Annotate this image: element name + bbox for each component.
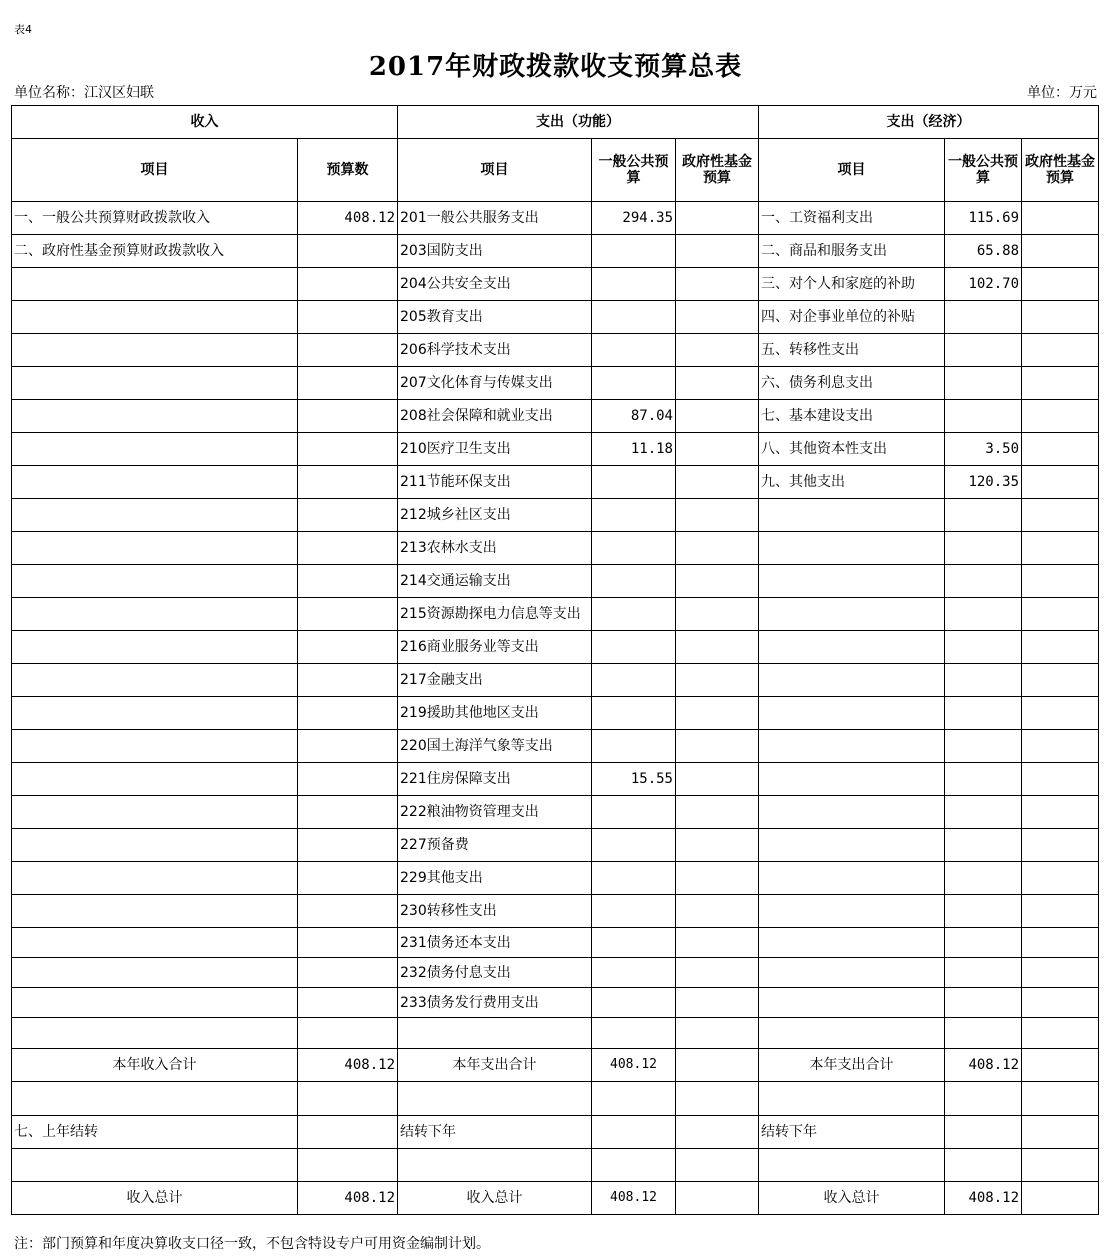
ec-item — [759, 763, 945, 796]
ec-general-value: 115.69 — [945, 202, 1022, 235]
ec-general-value — [945, 664, 1022, 697]
ec-item — [759, 631, 945, 664]
ec-item — [759, 598, 945, 631]
table-row — [12, 466, 1099, 499]
header-ec-general: 一般公共预算 — [945, 139, 1022, 202]
table-code: 表4 — [14, 23, 32, 36]
ec-item: 九、其他支出 — [759, 466, 945, 499]
fn-fund-value — [676, 565, 759, 598]
income-value — [298, 334, 398, 367]
table-row — [12, 697, 1099, 730]
empty-cell — [298, 1116, 398, 1149]
header-ec-item: 项目 — [759, 139, 945, 202]
fn-item: 201一般公共服务支出 — [398, 202, 592, 235]
fn-item: 211节能环保支出 — [398, 466, 592, 499]
income-item: 一、一般公共预算财政拨款收入 — [12, 202, 298, 235]
ec-fund-value — [1022, 268, 1099, 301]
ec-fund-value — [1022, 433, 1099, 466]
grand-ec-value: 408.12 — [945, 1182, 1022, 1215]
income-item — [12, 367, 298, 400]
fn-general-value — [592, 862, 676, 895]
ec-general-value: 3.50 — [945, 433, 1022, 466]
income-item — [12, 958, 298, 988]
ec-item: 二、商品和服务支出 — [759, 235, 945, 268]
income-value — [298, 433, 398, 466]
fn-general-value — [592, 268, 676, 301]
fn-item: 210医疗卫生支出 — [398, 433, 592, 466]
ec-general-value — [945, 400, 1022, 433]
fn-fund-value — [676, 796, 759, 829]
ec-fund-value — [1022, 763, 1099, 796]
income-item — [12, 334, 298, 367]
fn-general-value — [592, 928, 676, 958]
fn-item: 215资源勘探电力信息等支出 — [398, 598, 592, 631]
income-value — [298, 235, 398, 268]
ec-fund-value — [1022, 829, 1099, 862]
fn-fund-value — [676, 1018, 759, 1049]
ec-general-value — [945, 829, 1022, 862]
table-row — [12, 202, 1099, 235]
income-value — [298, 862, 398, 895]
empty-cell — [676, 1116, 759, 1149]
footnote: 注：部门预算和年度决算收支口径一致，不包含特设专户可用资金编制计划。 — [14, 1236, 490, 1252]
income-value — [298, 988, 398, 1018]
year-income-label: 本年收入合计 — [12, 1049, 298, 1082]
fn-fund-value — [676, 829, 759, 862]
grand-fn-value: 408.12 — [592, 1182, 676, 1215]
fn-item: 217金融支出 — [398, 664, 592, 697]
fn-item: 233债务发行费用支出 — [398, 988, 592, 1018]
income-value — [298, 664, 398, 697]
ec-item — [759, 862, 945, 895]
ec-fund-value — [1022, 466, 1099, 499]
ec-general-value — [945, 862, 1022, 895]
table-row — [12, 664, 1099, 697]
table-row — [12, 763, 1099, 796]
table-row — [12, 1018, 1099, 1049]
fn-fund-value — [676, 697, 759, 730]
table-row — [12, 988, 1099, 1018]
fn-item: 231债务还本支出 — [398, 928, 592, 958]
income-value — [298, 763, 398, 796]
ec-general-value: 102.70 — [945, 268, 1022, 301]
income-value — [298, 796, 398, 829]
fn-general-value — [592, 334, 676, 367]
fn-item: 229其他支出 — [398, 862, 592, 895]
ec-item — [759, 697, 945, 730]
income-item — [12, 988, 298, 1018]
ec-general-value — [945, 532, 1022, 565]
fn-general-value: 294.35 — [592, 202, 676, 235]
ec-fund-value — [1022, 958, 1099, 988]
income-value — [298, 499, 398, 532]
empty-cell — [676, 1182, 759, 1215]
fn-general-value — [592, 697, 676, 730]
ec-general-value — [945, 796, 1022, 829]
fn-item — [398, 1018, 592, 1049]
fn-item: 222粮油物资管理支出 — [398, 796, 592, 829]
ec-item: 七、基本建设支出 — [759, 400, 945, 433]
ec-general-value — [945, 598, 1022, 631]
ec-general-value — [945, 697, 1022, 730]
fn-general-value — [592, 958, 676, 988]
empty-cell — [1022, 1049, 1099, 1082]
income-value — [298, 895, 398, 928]
income-item — [12, 598, 298, 631]
ec-general-value — [945, 928, 1022, 958]
empty-cell — [1022, 1116, 1099, 1149]
ec-item — [759, 532, 945, 565]
ec-fund-value — [1022, 862, 1099, 895]
fn-general-value — [592, 367, 676, 400]
empty-cell — [1022, 1182, 1099, 1215]
fn-fund-value — [676, 235, 759, 268]
fn-item: 208社会保障和就业支出 — [398, 400, 592, 433]
budget-table — [11, 105, 1099, 1215]
ec-general-value — [945, 1018, 1022, 1049]
fn-fund-value — [676, 928, 759, 958]
ec-general-value — [945, 301, 1022, 334]
carryover-row — [12, 1116, 1099, 1149]
fn-general-value — [592, 235, 676, 268]
grand-ec-label: 收入总计 — [759, 1182, 945, 1215]
ec-item: 五、转移性支出 — [759, 334, 945, 367]
ec-fund-value — [1022, 664, 1099, 697]
fn-fund-value — [676, 862, 759, 895]
fn-general-value — [592, 565, 676, 598]
ec-fund-value — [1022, 367, 1099, 400]
table-row — [12, 895, 1099, 928]
fn-general-value — [592, 1018, 676, 1049]
ec-item — [759, 988, 945, 1018]
page-title: 2017年财政拨款收支预算总表 — [368, 52, 743, 82]
income-item — [12, 763, 298, 796]
fn-fund-value — [676, 301, 759, 334]
fn-item: 204公共安全支出 — [398, 268, 592, 301]
fn-fund-value — [676, 763, 759, 796]
ec-item: 三、对个人和家庭的补助 — [759, 268, 945, 301]
table-row — [12, 301, 1099, 334]
fn-fund-value — [676, 730, 759, 763]
income-item — [12, 433, 298, 466]
income-value — [298, 400, 398, 433]
income-item — [12, 895, 298, 928]
ec-general-value — [945, 631, 1022, 664]
fn-item: 205教育支出 — [398, 301, 592, 334]
fn-item: 212城乡社区支出 — [398, 499, 592, 532]
ec-general-value — [945, 730, 1022, 763]
fn-general-value — [592, 664, 676, 697]
ec-general-value — [945, 565, 1022, 598]
ec-fund-value — [1022, 532, 1099, 565]
table-row — [12, 862, 1099, 895]
fn-general-value — [592, 796, 676, 829]
header-fn-general: 一般公共预算 — [592, 139, 676, 202]
header-income-budget: 预算数 — [298, 139, 398, 202]
table-row — [12, 598, 1099, 631]
ec-item — [759, 895, 945, 928]
ec-fund-value — [1022, 631, 1099, 664]
blank-row — [12, 1082, 1099, 1116]
fn-general-value — [592, 988, 676, 1018]
section-header-row — [12, 106, 1099, 139]
grand-total-row — [12, 1182, 1099, 1215]
income-value — [298, 928, 398, 958]
income-item: 二、政府性基金预算财政拨款收入 — [12, 235, 298, 268]
fn-item: 206科学技术支出 — [398, 334, 592, 367]
year-expense-fn-label: 本年支出合计 — [398, 1049, 592, 1082]
income-value — [298, 958, 398, 988]
table-row — [12, 631, 1099, 664]
empty-cell — [945, 1116, 1022, 1149]
table-row — [12, 796, 1099, 829]
year-total-row — [12, 1049, 1099, 1082]
ec-fund-value — [1022, 928, 1099, 958]
table-row — [12, 829, 1099, 862]
ec-item — [759, 796, 945, 829]
income-item — [12, 796, 298, 829]
income-value — [298, 367, 398, 400]
section-income: 收入 — [12, 106, 398, 139]
fn-general-value — [592, 730, 676, 763]
year-income-value: 408.12 — [298, 1049, 398, 1082]
ec-fund-value — [1022, 301, 1099, 334]
ec-fund-value — [1022, 697, 1099, 730]
fn-fund-value — [676, 400, 759, 433]
empty-cell — [592, 1116, 676, 1149]
income-value: 408.12 — [298, 202, 398, 235]
income-value — [298, 829, 398, 862]
year-expense-ec-value: 408.12 — [945, 1049, 1022, 1082]
fn-fund-value — [676, 433, 759, 466]
income-item — [12, 829, 298, 862]
ec-fund-value — [1022, 598, 1099, 631]
fn-general-value — [592, 631, 676, 664]
year-expense-ec-label: 本年支出合计 — [759, 1049, 945, 1082]
fn-item: 203国防支出 — [398, 235, 592, 268]
ec-general-value — [945, 958, 1022, 988]
fn-fund-value — [676, 334, 759, 367]
income-item — [12, 400, 298, 433]
fn-item: 221住房保障支出 — [398, 763, 592, 796]
fn-general-value: 11.18 — [592, 433, 676, 466]
blank-row — [12, 1149, 1099, 1182]
fn-item: 216商业服务业等支出 — [398, 631, 592, 664]
ec-general-value: 65.88 — [945, 235, 1022, 268]
ec-fund-value — [1022, 565, 1099, 598]
column-header-row — [12, 139, 1099, 202]
section-expense-economic: 支出（经济） — [759, 106, 1099, 139]
ec-general-value — [945, 367, 1022, 400]
fn-item: 232债务付息支出 — [398, 958, 592, 988]
ec-item — [759, 958, 945, 988]
fn-fund-value — [676, 958, 759, 988]
fn-item: 220国土海洋气象等支出 — [398, 730, 592, 763]
ec-item — [759, 829, 945, 862]
table-row — [12, 958, 1099, 988]
income-item — [12, 862, 298, 895]
income-value — [298, 598, 398, 631]
ec-item — [759, 664, 945, 697]
table-row — [12, 928, 1099, 958]
table-row — [12, 499, 1099, 532]
year-expense-fn-value: 408.12 — [592, 1049, 676, 1082]
ec-general-value — [945, 334, 1022, 367]
section-expense-function: 支出（功能） — [398, 106, 759, 139]
grand-fn-label: 收入总计 — [398, 1182, 592, 1215]
fn-item: 227预备费 — [398, 829, 592, 862]
income-item — [12, 499, 298, 532]
ec-fund-value — [1022, 235, 1099, 268]
fn-fund-value — [676, 631, 759, 664]
header-income-item: 项目 — [12, 139, 298, 202]
ec-fund-value — [1022, 988, 1099, 1018]
ec-item — [759, 730, 945, 763]
income-item — [12, 697, 298, 730]
prev-carryover-label: 七、上年结转 — [12, 1116, 298, 1149]
income-value — [298, 268, 398, 301]
next-carryover-fn-label: 结转下年 — [398, 1116, 592, 1149]
fn-general-value — [592, 499, 676, 532]
fn-general-value — [592, 532, 676, 565]
fn-general-value — [592, 598, 676, 631]
income-value — [298, 565, 398, 598]
income-value — [298, 631, 398, 664]
table-row — [12, 532, 1099, 565]
next-carryover-ec-label: 结转下年 — [759, 1116, 945, 1149]
fn-fund-value — [676, 532, 759, 565]
table-row — [12, 400, 1099, 433]
table-row — [12, 565, 1099, 598]
fn-fund-value — [676, 466, 759, 499]
header-fn-item: 项目 — [398, 139, 592, 202]
table-row — [12, 730, 1099, 763]
ec-item: 四、对企事业单位的补贴 — [759, 301, 945, 334]
ec-item — [759, 565, 945, 598]
fn-fund-value — [676, 202, 759, 235]
fn-item: 214交通运输支出 — [398, 565, 592, 598]
income-value — [298, 466, 398, 499]
income-value — [298, 1018, 398, 1049]
income-item — [12, 466, 298, 499]
fn-fund-value — [676, 598, 759, 631]
income-value — [298, 730, 398, 763]
grand-income-value: 408.12 — [298, 1182, 398, 1215]
income-item — [12, 301, 298, 334]
ec-general-value — [945, 895, 1022, 928]
ec-fund-value — [1022, 400, 1099, 433]
table-row — [12, 268, 1099, 301]
fn-fund-value — [676, 268, 759, 301]
header-fn-fund: 政府性基金预算 — [676, 139, 759, 202]
income-value — [298, 301, 398, 334]
fn-item: 207文化体育与传媒支出 — [398, 367, 592, 400]
table-row — [12, 367, 1099, 400]
ec-fund-value — [1022, 334, 1099, 367]
income-value — [298, 697, 398, 730]
ec-fund-value — [1022, 202, 1099, 235]
unit-name: 单位名称：江汉区妇联 — [14, 85, 154, 101]
income-item — [12, 565, 298, 598]
grand-income-label: 收入总计 — [12, 1182, 298, 1215]
income-item — [12, 631, 298, 664]
ec-fund-value — [1022, 1018, 1099, 1049]
income-item — [12, 730, 298, 763]
fn-fund-value — [676, 664, 759, 697]
ec-general-value: 120.35 — [945, 466, 1022, 499]
income-item — [12, 664, 298, 697]
fn-general-value: 15.55 — [592, 763, 676, 796]
fn-fund-value — [676, 988, 759, 1018]
ec-item — [759, 499, 945, 532]
ec-fund-value — [1022, 895, 1099, 928]
header-ec-fund: 政府性基金预算 — [1022, 139, 1099, 202]
currency-unit: 单位：万元 — [1027, 85, 1097, 101]
fn-general-value — [592, 895, 676, 928]
fn-fund-value — [676, 499, 759, 532]
ec-general-value — [945, 763, 1022, 796]
ec-fund-value — [1022, 499, 1099, 532]
income-item — [12, 928, 298, 958]
fn-general-value — [592, 466, 676, 499]
fn-general-value: 87.04 — [592, 400, 676, 433]
income-item — [12, 268, 298, 301]
income-value — [298, 532, 398, 565]
ec-fund-value — [1022, 796, 1099, 829]
income-item — [12, 532, 298, 565]
ec-item: 一、工资福利支出 — [759, 202, 945, 235]
ec-general-value — [945, 988, 1022, 1018]
fn-general-value — [592, 301, 676, 334]
ec-item — [759, 1018, 945, 1049]
ec-fund-value — [1022, 730, 1099, 763]
table-row — [12, 433, 1099, 466]
ec-item: 六、债务利息支出 — [759, 367, 945, 400]
table-row — [12, 235, 1099, 268]
fn-item: 219援助其他地区支出 — [398, 697, 592, 730]
empty-cell — [676, 1049, 759, 1082]
ec-item: 八、其他资本性支出 — [759, 433, 945, 466]
fn-item: 213农林水支出 — [398, 532, 592, 565]
fn-general-value — [592, 829, 676, 862]
fn-fund-value — [676, 895, 759, 928]
ec-item — [759, 928, 945, 958]
table-row — [12, 334, 1099, 367]
ec-general-value — [945, 499, 1022, 532]
fn-fund-value — [676, 367, 759, 400]
income-item — [12, 1018, 298, 1049]
fn-item: 230转移性支出 — [398, 895, 592, 928]
